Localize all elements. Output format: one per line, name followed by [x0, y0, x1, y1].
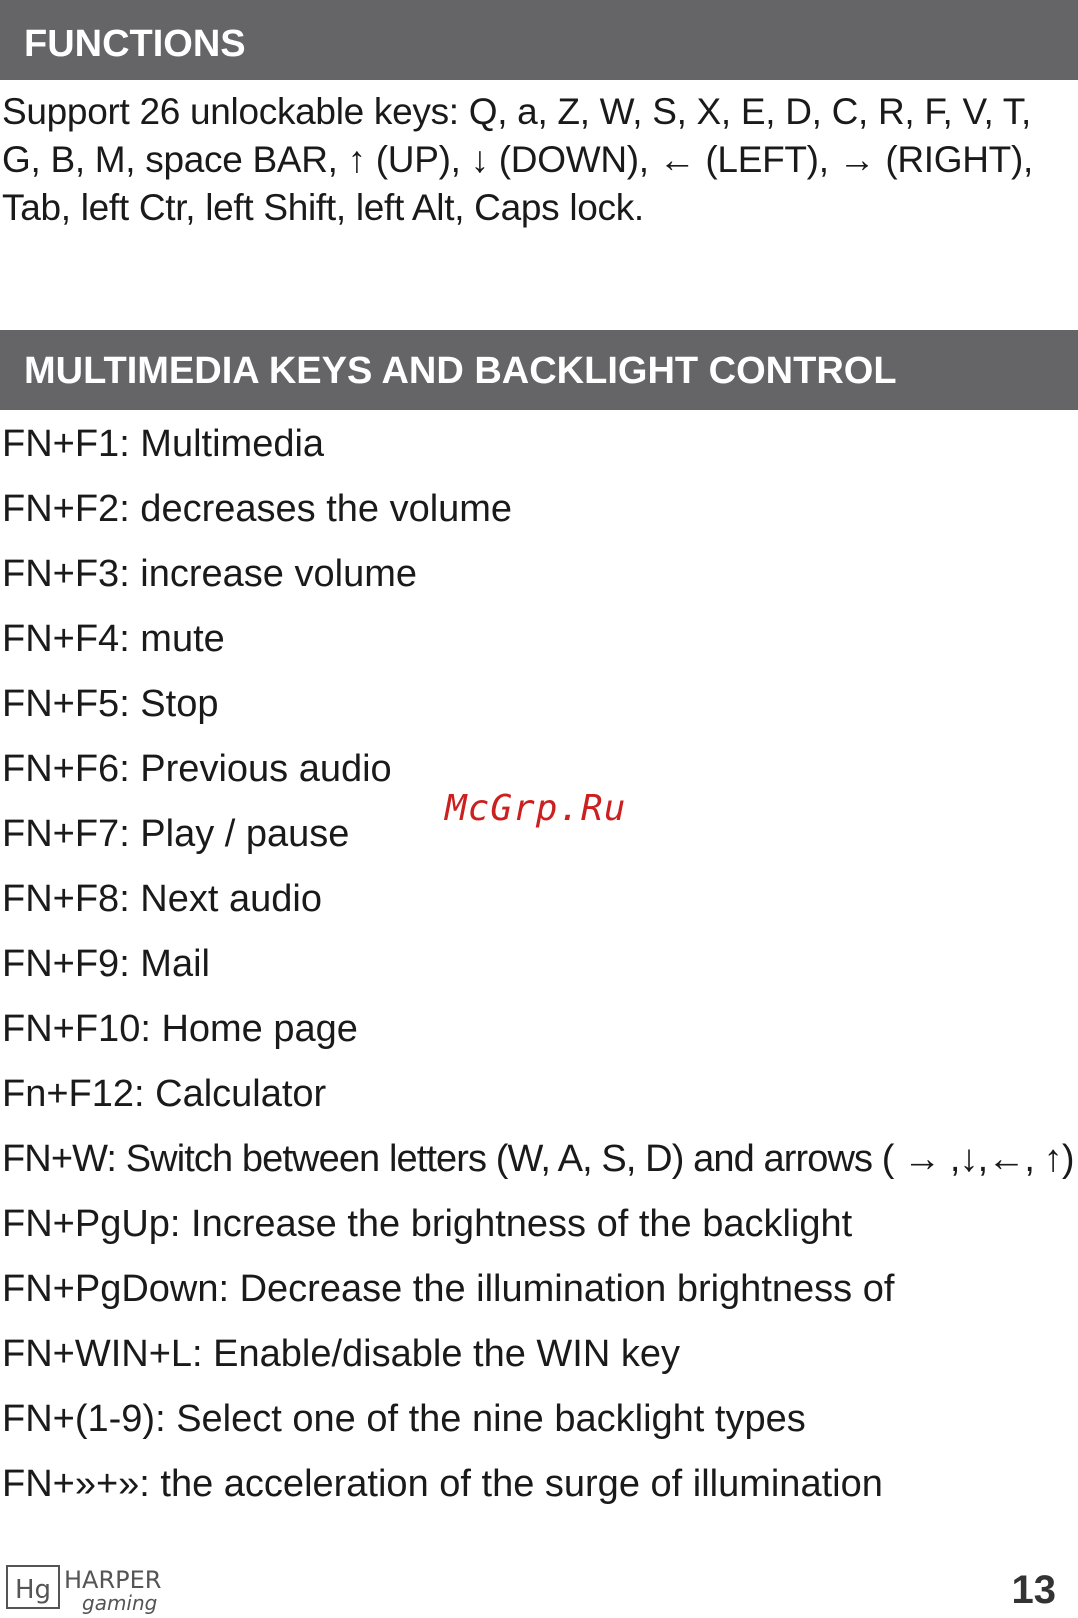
- shortcut-item: FN+F4: mute: [2, 618, 225, 660]
- shortcut-item: FN+F8: Next audio: [2, 878, 322, 920]
- shortcut-item: FN+F5: Stop: [2, 683, 219, 725]
- shortcut-item: FN+WIN+L: Enable/disable the WIN key: [2, 1333, 680, 1375]
- multimedia-heading: [0, 330, 1078, 410]
- shortcut-item: FN+W: Switch between letters (W, A, S, D) and arrows ( → ,↓,←, ↑): [2, 1138, 1074, 1180]
- shortcut-item: FN+F7: Play / pause: [2, 813, 350, 855]
- functions-heading: [0, 0, 1078, 80]
- functions-heading-text: FUNCTIONS: [24, 23, 246, 65]
- functions-paragraph: [2, 88, 1076, 232]
- shortcut-item: Fn+F12: Calculator: [2, 1073, 327, 1115]
- shortcut-item: FN+F3: increase volume: [2, 553, 417, 595]
- multimedia-heading-text: MULTIMEDIA KEYS AND BACKLIGHT CONTROL: [24, 350, 897, 392]
- page-number: 13: [1011, 1568, 1056, 1612]
- shortcut-item: FN+(1-9): Select one of the nine backlight types: [2, 1398, 806, 1440]
- shortcut-item: FN+»+»: the acceleration of the surge of illumination: [2, 1463, 883, 1505]
- watermark: McGrp.Ru: [445, 788, 627, 829]
- functions-line: Support 26 unlockable keys: Q, a, Z, W, S, X, E, D, C, R, F, V, T,: [2, 91, 1031, 132]
- functions-line: Tab, left Ctr, left Shift, left Alt, Caps lock.: [2, 187, 644, 228]
- harper-gaming-logo: [4, 1560, 184, 1614]
- shortcut-item: FN+F2: decreases the volume: [2, 488, 513, 530]
- shortcut-item: FN+F1: Multimedia: [2, 423, 325, 465]
- functions-line: G, B, M, space BAR, ↑ (UP), ↓ (DOWN), ← (LEFT), → (RIGHT),: [2, 139, 1033, 180]
- logo-sub: gaming: [82, 1591, 158, 1614]
- shortcut-item: FN+F10: Home page: [2, 1008, 358, 1050]
- shortcut-item: FN+PgUp: Increase the brightness of the backlight: [2, 1203, 853, 1245]
- logo-mark: Hg: [14, 1575, 52, 1605]
- shortcut-item: FN+PgDown: Decrease the illumination brightness of: [2, 1268, 895, 1310]
- logo-brand: HARPER: [64, 1566, 162, 1594]
- shortcut-item: FN+F9: Mail: [2, 943, 210, 985]
- shortcut-item: FN+F6: Previous audio: [2, 748, 392, 790]
